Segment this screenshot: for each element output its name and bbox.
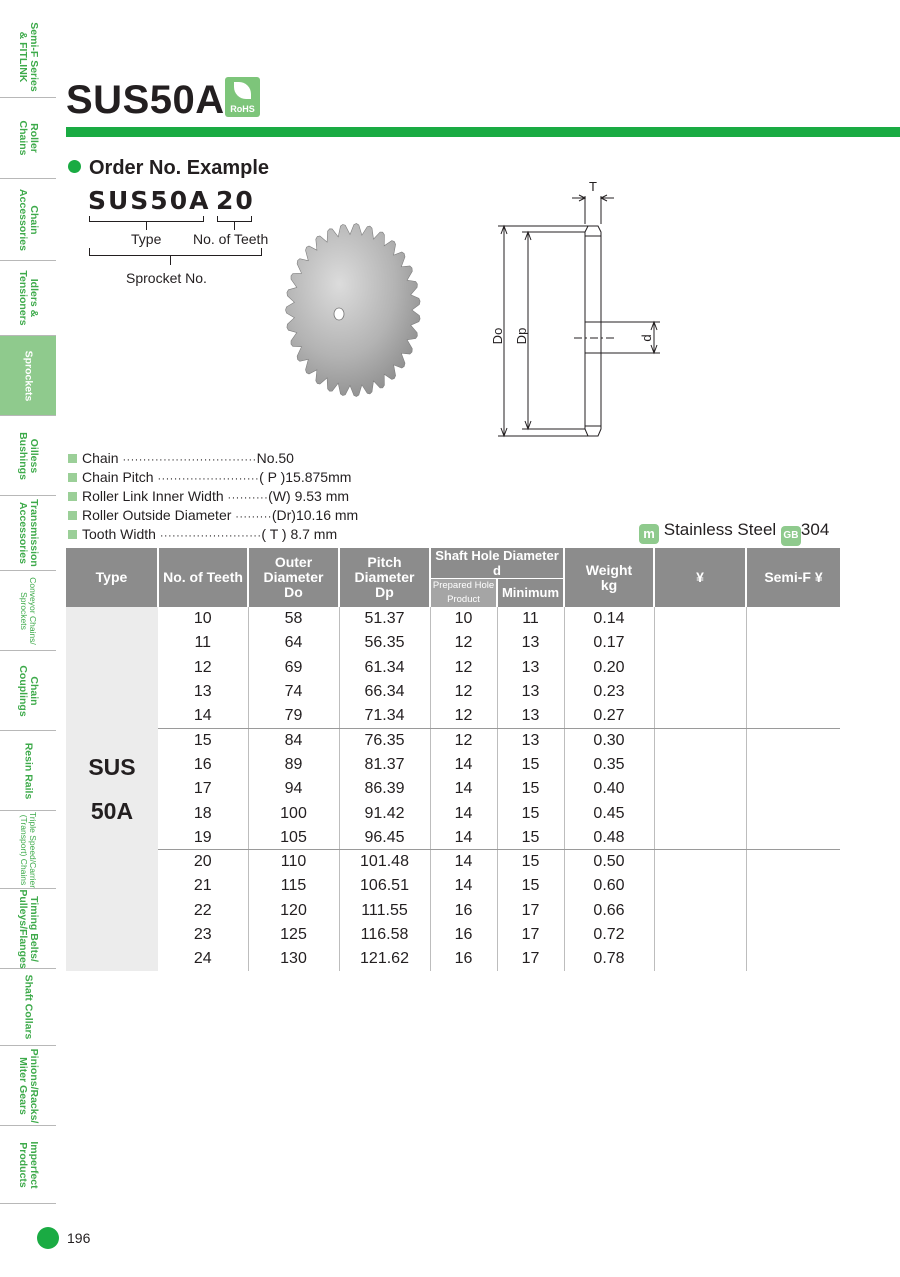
table-row [66,704,840,728]
cell-minimum: 11 [497,607,564,631]
cell-semif-yen [746,753,840,777]
cell-yen [654,947,746,971]
label-d: d [639,334,654,342]
cell-prepared: 12 [430,704,497,728]
table-row [66,680,840,704]
sprocket-gear-shape [286,224,421,397]
cell-prepared: 16 [430,947,497,971]
spec-value: No.50 [256,450,294,466]
spec-name: Roller Outside Diameter [82,507,232,523]
side-tab[interactable] [0,651,56,731]
cell-prepared: 12 [430,631,497,655]
header-pitch-line2: Dp [375,584,394,600]
cell-semif-yen [746,728,840,752]
side-tab[interactable] [0,1126,56,1204]
cell-do: 125 [248,923,339,947]
cell-minimum: 13 [497,656,564,680]
square-bullet-icon [68,492,77,501]
cell-teeth: 16 [158,753,248,777]
table-row [66,874,840,898]
table-row [66,656,840,680]
side-tab[interactable] [0,16,56,98]
cell-minimum: 15 [497,874,564,898]
cell-weight: 0.50 [564,850,654,874]
side-tab[interactable] [0,179,56,261]
cell-semif-yen [746,631,840,655]
sprocket-dimension-drawing [484,178,664,448]
spec-row [68,525,358,544]
cell-prepared: 16 [430,899,497,923]
cell-weight: 0.48 [564,826,654,850]
cell-dp: 91.42 [339,801,430,825]
side-tab[interactable] [0,416,56,496]
square-bullet-icon [68,511,77,520]
cell-prepared: 12 [430,656,497,680]
cell-yen [654,631,746,655]
header-outer-line1: Outer Diameter [263,554,324,585]
side-tab[interactable] [0,336,56,416]
cell-dp: 56.35 [339,631,430,655]
side-tab[interactable] [0,731,56,811]
side-tab-label: Imperfect Products [17,1140,40,1189]
cell-do: 79 [248,704,339,728]
spec-row [68,487,358,506]
cell-semif-yen [746,656,840,680]
cell-minimum: 15 [497,850,564,874]
cell-dp: 96.45 [339,826,430,850]
cell-do: 110 [248,850,339,874]
material-gb-icon: GB [781,526,801,546]
cell-prepared: 14 [430,801,497,825]
cell-weight: 0.30 [564,728,654,752]
leaf-icon [234,82,251,99]
side-tab[interactable] [0,261,56,336]
type-tick [146,222,147,230]
table-row [66,899,840,923]
cell-weight: 0.45 [564,801,654,825]
cell-minimum: 15 [497,753,564,777]
spec-value: (W) 9.53 mm [268,488,350,504]
table-row [66,777,840,801]
order-example-heading-text: Order No. Example [89,157,270,179]
cell-yen [654,753,746,777]
cell-yen [654,874,746,898]
cell-weight: 0.23 [564,680,654,704]
cell-yen [654,923,746,947]
header-type: Type [66,548,158,607]
order-code-type: SUS50A [88,186,211,215]
spec-leader: ········· [235,511,272,523]
cell-yen [654,777,746,801]
side-tab[interactable] [0,98,56,179]
cell-prepared: 16 [430,923,497,947]
cell-dp: 61.34 [339,656,430,680]
header-minimum: Minimum [497,579,564,608]
side-tab[interactable] [0,969,56,1046]
cell-weight: 0.40 [564,777,654,801]
cell-dp: 111.55 [339,899,430,923]
header-semif-yen: Semi-F ¥ [746,548,840,607]
side-tab-label: Semi-F Series & FITLINK [17,21,40,92]
header-weight-line1: Weight [585,561,633,578]
header-weight [564,548,654,607]
cell-minimum: 15 [497,826,564,850]
spec-leader: ·········· [227,492,269,504]
side-tab-label: Pinions/Racks/ Miter Gears [17,1048,40,1123]
side-tab-label: Chain Couplings [17,664,40,717]
cell-prepared: 14 [430,826,497,850]
teeth-annotation: No. of Teeth [193,231,269,247]
cell-do: 69 [248,656,339,680]
cell-do: 84 [248,728,339,752]
cell-semif-yen [746,704,840,728]
cell-weight: 0.60 [564,874,654,898]
cell-minimum: 13 [497,704,564,728]
cell-minimum: 13 [497,631,564,655]
cell-prepared: 12 [430,680,497,704]
table-row [66,947,840,971]
cell-do: 105 [248,826,339,850]
side-tab-label: Timing Belts/ Pulleys/Flanges [17,888,40,969]
cell-dp: 101.48 [339,850,430,874]
type-annotation: Type [131,231,162,247]
cell-dp: 51.37 [339,607,430,631]
type-line2: 50A [90,798,134,825]
cell-prepared: 12 [430,728,497,752]
cell-semif-yen [746,680,840,704]
side-tab-label: Transmission Accessories [17,499,40,567]
cell-teeth: 10 [158,607,248,631]
header-prepared-hole: Prepared Hole Product [430,579,497,608]
label-t: T [589,179,597,194]
cell-yen [654,704,746,728]
bullet-icon [68,160,81,173]
cell-do: 115 [248,874,339,898]
cell-weight: 0.35 [564,753,654,777]
sprocket-no-bracket [89,248,262,256]
header-shaft-hole: Shaft Hole Diameter d [430,548,564,579]
cell-teeth: 20 [158,850,248,874]
cell-prepared: 14 [430,753,497,777]
cell-weight: 0.17 [564,631,654,655]
table-row [66,631,840,655]
cell-semif-yen [746,874,840,898]
cell-teeth: 24 [158,947,248,971]
cell-semif-yen [746,850,840,874]
teeth-tick [234,222,235,230]
side-tab-label: Conveyor Chains/ Sprockets [19,576,38,645]
cell-teeth: 17 [158,777,248,801]
cell-yen [654,850,746,874]
cell-weight: 0.20 [564,656,654,680]
table-row [66,923,840,947]
header-yen: ¥ [654,548,746,607]
cell-teeth: 13 [158,680,248,704]
cell-do: 58 [248,607,339,631]
cell-weight: 0.66 [564,899,654,923]
cell-minimum: 13 [497,680,564,704]
cell-minimum: 15 [497,777,564,801]
label-dp: Dp [514,327,529,345]
cell-do: 64 [248,631,339,655]
spec-row [68,468,358,487]
cell-dp: 66.34 [339,680,430,704]
cell-do: 74 [248,680,339,704]
cell-yen [654,656,746,680]
cell-teeth: 14 [158,704,248,728]
cell-prepared: 14 [430,850,497,874]
cell-teeth: 22 [158,899,248,923]
material-label: Stainless Steel [663,520,777,539]
order-code-teeth: 20 [216,186,255,215]
cell-yen [654,680,746,704]
cell-minimum: 15 [497,801,564,825]
spec-leader: ························· [157,473,260,485]
cell-do: 89 [248,753,339,777]
cell-semif-yen [746,899,840,923]
square-bullet-icon [68,473,77,482]
cell-do: 130 [248,947,339,971]
side-tab-label: Triple Speed/Carrier (Transport) Chains [19,811,38,888]
cell-weight: 0.27 [564,704,654,728]
material-m-icon: m [639,524,659,544]
table-row [66,753,840,777]
sprocket-photo [283,222,433,402]
cell-prepared: 14 [430,777,497,801]
spec-name: Chain Pitch [82,469,154,485]
side-tab-label: Sprockets [22,350,35,401]
cell-yen [654,899,746,923]
table-row [66,826,840,850]
sprocket-spec-table [66,548,840,971]
spec-value: (Dr)10.16 mm [271,507,359,523]
title-rule [66,127,900,137]
cell-minimum: 17 [497,947,564,971]
side-tab-label: Roller Chains [17,120,40,156]
side-tab-label: Shaft Collars [22,974,35,1040]
table-row [66,850,840,874]
side-tab[interactable] [0,496,56,571]
cell-dp: 116.58 [339,923,430,947]
cell-do: 100 [248,801,339,825]
page-number: 196 [67,1230,91,1246]
spec-row [68,506,358,525]
material-note [639,520,829,546]
cell-dp: 106.51 [339,874,430,898]
square-bullet-icon [68,530,77,539]
cell-prepared: 14 [430,874,497,898]
cell-minimum: 17 [497,923,564,947]
side-tab[interactable] [0,571,56,651]
cell-dp: 86.39 [339,777,430,801]
side-tab-label: Oilless Bushings [17,431,40,480]
cell-semif-yen [746,801,840,825]
cell-teeth: 11 [158,631,248,655]
spec-value: ( T ) 8.7 mm [261,526,338,542]
label-do: Do [490,327,505,345]
cell-weight: 0.78 [564,947,654,971]
square-bullet-icon [68,454,77,463]
cell-prepared: 10 [430,607,497,631]
shaft-hole [334,308,344,320]
spec-name: Tooth Width [82,526,156,542]
cell-dp: 71.34 [339,704,430,728]
cell-teeth: 12 [158,656,248,680]
spec-name: Roller Link Inner Width [82,488,224,504]
cell-yen [654,728,746,752]
cell-teeth: 19 [158,826,248,850]
side-tab[interactable] [0,811,56,889]
cell-minimum: 13 [497,728,564,752]
cell-minimum: 17 [497,899,564,923]
spec-value: ( P )15.875mm [259,469,352,485]
header-pitch-line1: Pitch Diameter [354,554,415,585]
spec-row [68,449,358,468]
order-example-heading [68,157,269,180]
cell-teeth: 21 [158,874,248,898]
side-tab[interactable] [0,1046,56,1126]
type-cell [66,607,158,971]
side-tab-label: Idlers & Tensioners [17,270,40,326]
material-grade: 304 [800,520,830,539]
table-body [66,607,840,971]
header-pitch-diameter [339,548,430,607]
cell-yen [654,607,746,631]
type-line1: SUS [88,754,136,781]
cell-weight: 0.14 [564,607,654,631]
rohs-label: RoHS [230,104,255,114]
side-tab[interactable] [0,889,56,969]
chain-specs [68,449,358,544]
page-title: SUS50A [66,78,225,122]
table-row [66,607,840,631]
side-tab-label: Resin Rails [22,742,35,799]
cell-semif-yen [746,777,840,801]
cell-dp: 76.35 [339,728,430,752]
sprocket-no-tick [170,256,171,265]
cell-do: 94 [248,777,339,801]
cell-teeth: 23 [158,923,248,947]
side-tab-label: Chain Accessories [17,188,40,251]
cell-yen [654,826,746,850]
cell-semif-yen [746,947,840,971]
header-outer-diameter [248,548,339,607]
cell-dp: 81.37 [339,753,430,777]
cell-semif-yen [746,923,840,947]
header-weight-line2: kg [600,576,618,593]
table-row [66,801,840,825]
spec-leader: ························· [159,530,262,542]
cell-semif-yen [746,607,840,631]
spec-leader: ································· [122,454,257,466]
rohs-badge [225,77,260,117]
cell-teeth: 18 [158,801,248,825]
header-teeth: No. of Teeth [158,548,248,607]
spec-name: Chain [82,450,119,466]
cell-yen [654,801,746,825]
sprocket-no-annotation: Sprocket No. [126,270,207,286]
cell-dp: 121.62 [339,947,430,971]
cell-weight: 0.72 [564,923,654,947]
cell-semif-yen [746,826,840,850]
cell-teeth: 15 [158,728,248,752]
cell-do: 120 [248,899,339,923]
header-outer-line2: Do [284,584,303,600]
page-dot-icon [37,1227,59,1249]
table-row [66,728,840,752]
